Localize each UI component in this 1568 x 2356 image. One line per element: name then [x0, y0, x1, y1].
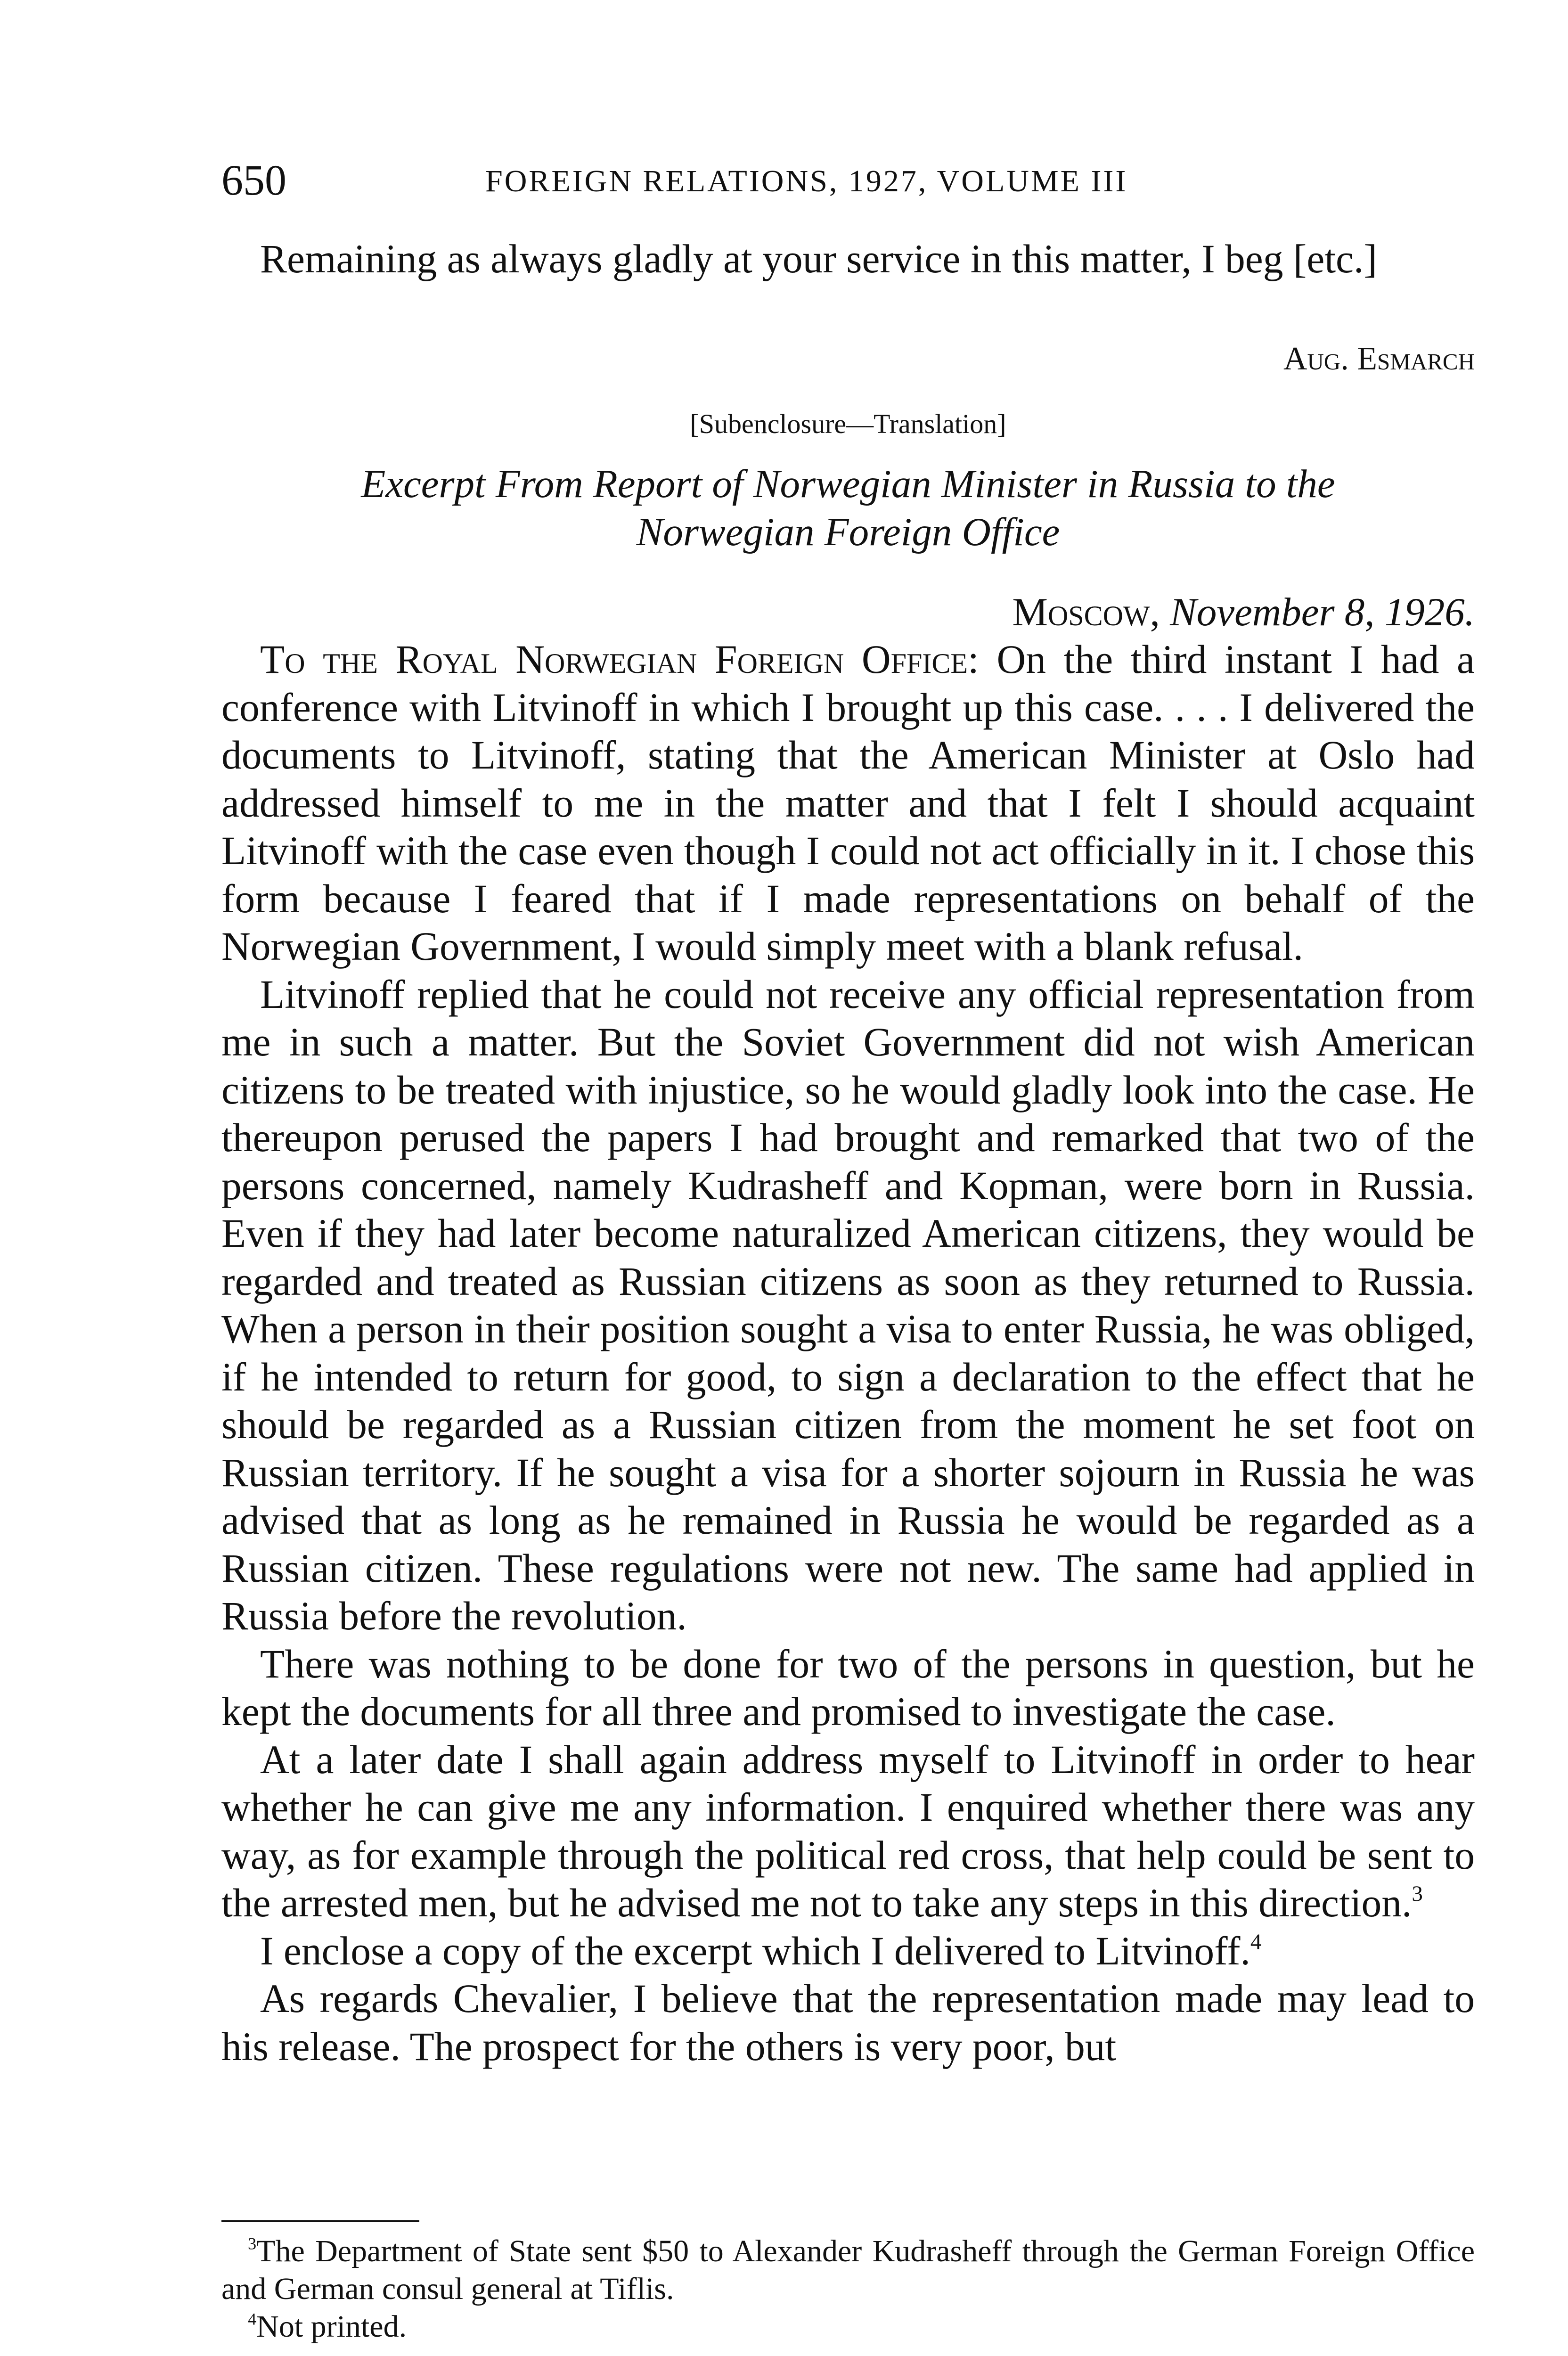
paragraph-5: [221, 1928, 1475, 1976]
paragraph-1: [221, 636, 1475, 971]
paragraph-4-text: At a later date I shall again address myself to Litvinoff in order to hear whether he can give me any information. I enquired whether there was any way, as for example through the political red cross, that help could be sent to the arrested men, but he advised me not to take any steps in this direction.: [221, 1737, 1475, 1925]
salutation: To the Royal Norwegian Foreign Office:: [260, 638, 979, 682]
running-header-title: FOREIGN RELATIONS, 1927, VOLUME III: [485, 164, 1128, 198]
footnote-ref-3: 3: [1412, 1882, 1423, 1906]
paragraph-3: There was nothing to be done for two of the persons in question, but he kept the documents for all three and promised to investigate the case.: [221, 1642, 1475, 1734]
dateline: [221, 588, 1475, 636]
document-title-line-1: Excerpt From Report of Norwegian Minister in Russia to the: [361, 462, 1335, 506]
page-number: 650: [221, 156, 286, 204]
footnote-4-text: Not printed.: [256, 2309, 407, 2344]
closing-paragraph: [221, 236, 1475, 284]
paragraph-2: Litvinoff replied that he could not receive any official representation from me in such a matter. But the Soviet Government did not wish American citizens to be treated with injustice, so he would gladly look into the case. He thereupon perused the papers I had brought and remarked that two of the persons concerned, namely Kudrasheff and Kopman, were born in Russia. Even if they had later become naturalized American citizens, they would be regarded and treated as Russian citizens as soon as they returned to Russia. When a person in their position sought a visa to enter Russia, he was obliged, if he intended to return for good, to sign a declaration to the effect that he should be regarded as a Russian citizen from the moment he set foot on Russian territory. If he sought a visa for a shorter sojourn in Russia he was advised that as long as he remained in Russia he would be regarded as a Russian citizen. These regulations were not new. The same had applied in Russia before the revolution.: [221, 972, 1475, 1638]
paragraph-1-text: On the third instant I had a conference with Litvinoff in which I brought up this case. . . . I delivered the documents to Litvinoff, stating that the American Minister at Oslo had addressed himself to me in the matter and that I felt I should acquaint Litvinoff with the case even though I could not act officially in it. I chose this form because I feared that if I made representations on behalf of the Norwegian Government, I would simply meet with a blank refusal.: [221, 638, 1475, 969]
footnote-3-marker: 3: [248, 2234, 257, 2253]
signature: Aug. Esmarch: [1283, 341, 1475, 377]
dateline-date: November 8, 1926.: [1170, 590, 1475, 634]
footnote-4: [221, 2308, 1475, 2346]
closing-text: Remaining as always gladly at your service in this matter, I beg [etc.]: [260, 237, 1377, 281]
dateline-place: Moscow,: [1012, 590, 1160, 634]
report-body: [221, 636, 1475, 2071]
footnote-3: [221, 2233, 1475, 2308]
subenclosure-label: [Subenclosure—Translation]: [690, 409, 1006, 439]
footnote-ref-4: 4: [1250, 1929, 1262, 1954]
document-title: [221, 460, 1475, 556]
footnote-4-marker: 4: [248, 2309, 257, 2329]
paragraph-4: [221, 1736, 1475, 1928]
paragraph-6: As regards Chevalier, I believe that the representation made may lead to his release. The prospect for the others is very poor, but: [221, 1977, 1475, 2069]
footnote-3-text: The Department of State sent $50 to Alexander Kudrasheff through the German Foreign Office and German consul general at Tiflis.: [221, 2234, 1475, 2306]
footnote-divider: [221, 2220, 419, 2222]
running-header: [221, 152, 1475, 208]
paragraph-5-text: I enclose a copy of the excerpt which I delivered to Litvinoff.: [260, 1929, 1250, 1973]
footnotes: [221, 2233, 1475, 2346]
document-title-line-2: Norwegian Foreign Office: [636, 510, 1060, 554]
